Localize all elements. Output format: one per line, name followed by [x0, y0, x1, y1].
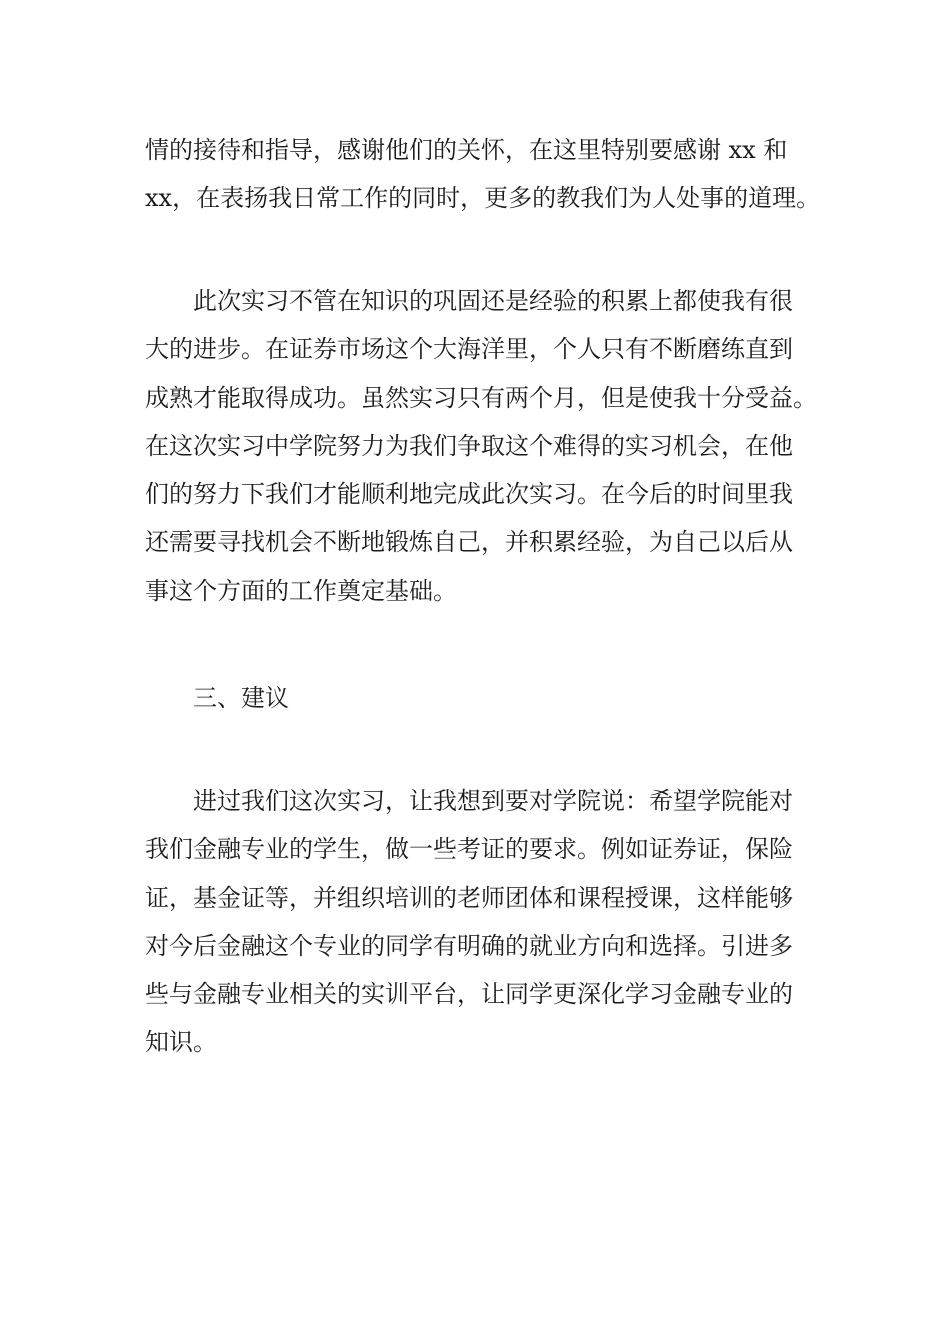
- paragraph-2-line-2: 大的进步。在证券市场这个大海洋里，个人只有不断磨练直到: [145, 335, 793, 363]
- paragraph-2-line-5: 们的努力下我们才能顺利地完成此次实习。在今后的时间里我: [145, 480, 793, 508]
- paragraph-2-line-6: 还需要寻找机会不断地锻炼自己，并积累经验，为自己以后从: [145, 528, 793, 556]
- paragraph-2-line-1: 此次实习不管在知识的巩固还是经验的积累上都使我有很: [193, 287, 793, 315]
- paragraph-3-line-3: 证，基金证等，并组织培训的老师团体和课程授课，这样能够: [145, 884, 793, 912]
- paragraph-2-line-7: 事这个方面的工作奠定基础。: [145, 577, 457, 605]
- paragraph-3-line-2: 我们金融专业的学生，做一些考证的要求。例如证券证，保险: [145, 835, 793, 863]
- paragraph-3-line-6: 知识。: [145, 1028, 217, 1056]
- paragraph-1-line-2: xx，在表扬我日常工作的同时，更多的教我们为人处事的道理。: [145, 184, 821, 212]
- paragraph-3-line-5: 些与金融专业相关的实训平台，让同学更深化学习金融专业的: [145, 980, 793, 1008]
- paragraph-2-line-4: 在这次实习中学院努力为我们争取这个难得的实习机会，在他: [145, 432, 793, 460]
- paragraph-3-line-4: 对今后金融这个专业的同学有明确的就业方向和选择。引进多: [145, 932, 793, 960]
- section-heading-suggestions: 三、建议: [193, 684, 289, 712]
- paragraph-1-line-1: 情的接待和指导，感谢他们的关怀，在这里特别要感谢 xx 和: [145, 136, 788, 164]
- paragraph-3-line-1: 进过我们这次实习，让我想到要对学院说：希望学院能对: [193, 787, 793, 815]
- paragraph-2-line-3: 成熟才能取得成功。虽然实习只有两个月，但是使我十分受益。: [145, 384, 817, 412]
